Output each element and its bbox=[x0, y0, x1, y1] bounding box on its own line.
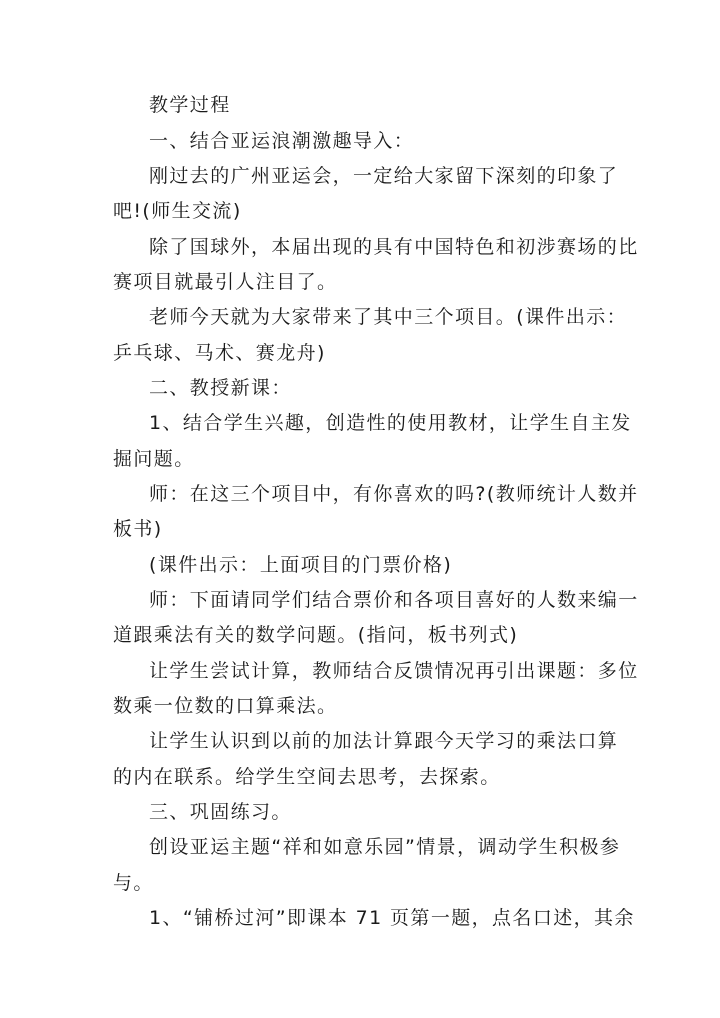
doc-line-7: 老师今天就为大家带来了其中三个项目。(课件出示： bbox=[149, 306, 628, 328]
doc-line-2: 一、结合亚运浪潮激趣导入： bbox=[149, 130, 415, 152]
doc-line-21: 三、巩固练习。 bbox=[149, 801, 292, 823]
doc-line-15: 师：下面请同学们结合票价和各项目喜好的人数来编一 bbox=[149, 589, 639, 611]
doc-line-13: 板书) bbox=[113, 518, 163, 540]
doc-line-9: 二、教授新课： bbox=[149, 377, 292, 399]
doc-line-19: 让学生认识到以前的加法计算跟今天学习的乘法口算 bbox=[149, 730, 619, 752]
doc-line-18: 数乘一位数的口算乘法。 bbox=[113, 695, 338, 717]
doc-line-16: 道跟乘法有关的数学问题。(指问，板书列式) bbox=[113, 624, 519, 646]
doc-line-4: 吧!(师生交流) bbox=[113, 200, 242, 222]
doc-line-20: 的内在联系。给学生空间去思考，去探索。 bbox=[113, 766, 501, 788]
doc-line-1: 教学过程 bbox=[149, 94, 231, 116]
doc-line-14: (课件出示：上面项目的门票价格) bbox=[149, 554, 453, 576]
doc-line-8: 乒乓球、马术、赛龙舟) bbox=[113, 342, 326, 364]
doc-line-3: 刚过去的广州亚运会，一定给大家留下深刻的印象了 bbox=[149, 165, 619, 187]
doc-line-11: 掘问题。 bbox=[113, 448, 195, 470]
doc-line-5: 除了国球外，本届出现的具有中国特色和初涉赛场的比 bbox=[149, 236, 639, 258]
doc-line-22: 创设亚运主题“祥和如意乐园”情景，调动学生积极参 bbox=[149, 836, 621, 858]
doc-line-12: 师：在这三个项目中，有你喜欢的吗?(教师统计人数并 bbox=[149, 483, 639, 505]
doc-line-23: 与。 bbox=[113, 872, 154, 894]
doc-line-24: 1、“铺桥过河”即课本 71 页第一题，点名口述，其余 bbox=[149, 907, 635, 929]
doc-line-6: 赛项目就最引人注目了。 bbox=[113, 271, 338, 293]
doc-line-10: 1、结合学生兴趣，创造性的使用教材，让学生自主发 bbox=[149, 412, 632, 434]
doc-line-17: 让学生尝试计算，教师结合反馈情况再引出课题：多位 bbox=[149, 660, 639, 682]
